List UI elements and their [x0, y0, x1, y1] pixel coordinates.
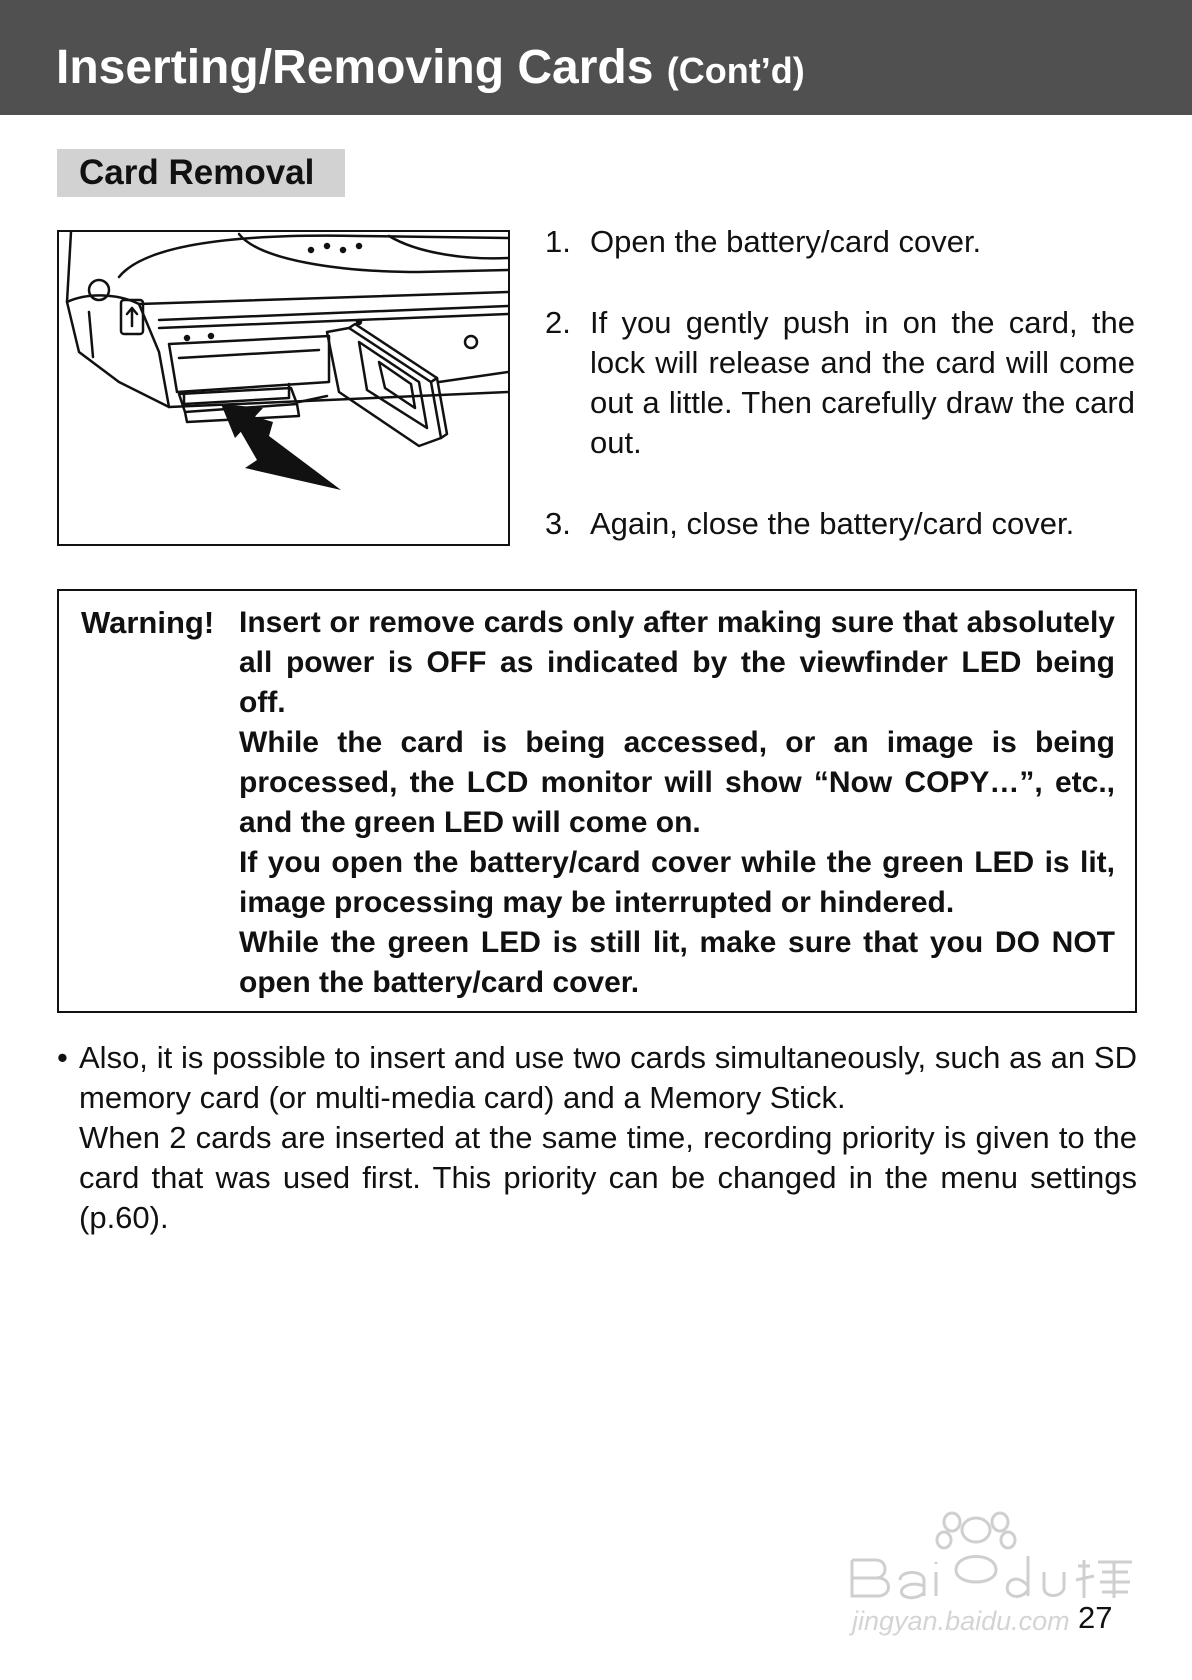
warning-paragraph: If you open the battery/card cover while the green LED is lit, image processing may be interrupted or hindered.	[239, 846, 1115, 919]
step-text: Open the battery/card cover.	[590, 224, 982, 259]
note-paragraph: Also, it is possible to insert and use two cards simultaneously, such as an SD memory card (or multi-media card) and a Memory Stick.	[79, 1040, 1137, 1115]
warning-paragraph: While the card is being accessed, or an image is being processed, the LCD monitor will show “Now COPY…”, etc., and the green LED will come on.	[239, 726, 1115, 839]
warning-paragraph: Insert or remove cards only after making sure that absolutely all power is OFF as indicated by the viewfinder LED being off.	[239, 606, 1115, 719]
page-header	[0, 0, 1192, 115]
note-paragraph: When 2 cards are inserted at the same time, recording priority is given to the card that was used first. This priority can be changed in the menu settings (p.60).	[79, 1120, 1137, 1235]
step-number: 1.	[545, 224, 571, 259]
section-heading: Card Removal	[57, 149, 345, 197]
step-text: If you gently push in on the card, the lock will release and the card will come out a little. Then carefully draw the card out.	[590, 305, 1135, 460]
warning-text	[239, 603, 1115, 1003]
camera-card-removal-illustration	[57, 230, 510, 546]
page-title-subtitle: (Cont’d)	[666, 50, 805, 91]
warning-box	[57, 589, 1137, 1013]
bullet-icon: •	[57, 1040, 68, 1075]
note-text	[79, 1038, 1137, 1238]
step-number: 3.	[545, 506, 571, 541]
list-item	[545, 504, 1135, 544]
warning-label: Warning!	[81, 605, 215, 640]
camera-illustration-icon	[59, 232, 508, 544]
step-text: Again, close the battery/card cover.	[590, 506, 1075, 541]
step-number: 2.	[545, 305, 571, 340]
list-item	[545, 303, 1135, 463]
watermark-url: jingyan.baidu.com	[852, 1606, 1070, 1636]
page-number: 27	[1078, 1600, 1113, 1635]
instruction-steps	[545, 222, 1135, 585]
page-title-main: Inserting/Removing Cards	[56, 41, 654, 94]
page-title	[56, 40, 805, 95]
note-bullet	[57, 1038, 1137, 1238]
list-item	[545, 222, 1135, 262]
warning-paragraph: While the green LED is still lit, make sure that you DO NOT open the battery/card cover.	[239, 926, 1115, 999]
